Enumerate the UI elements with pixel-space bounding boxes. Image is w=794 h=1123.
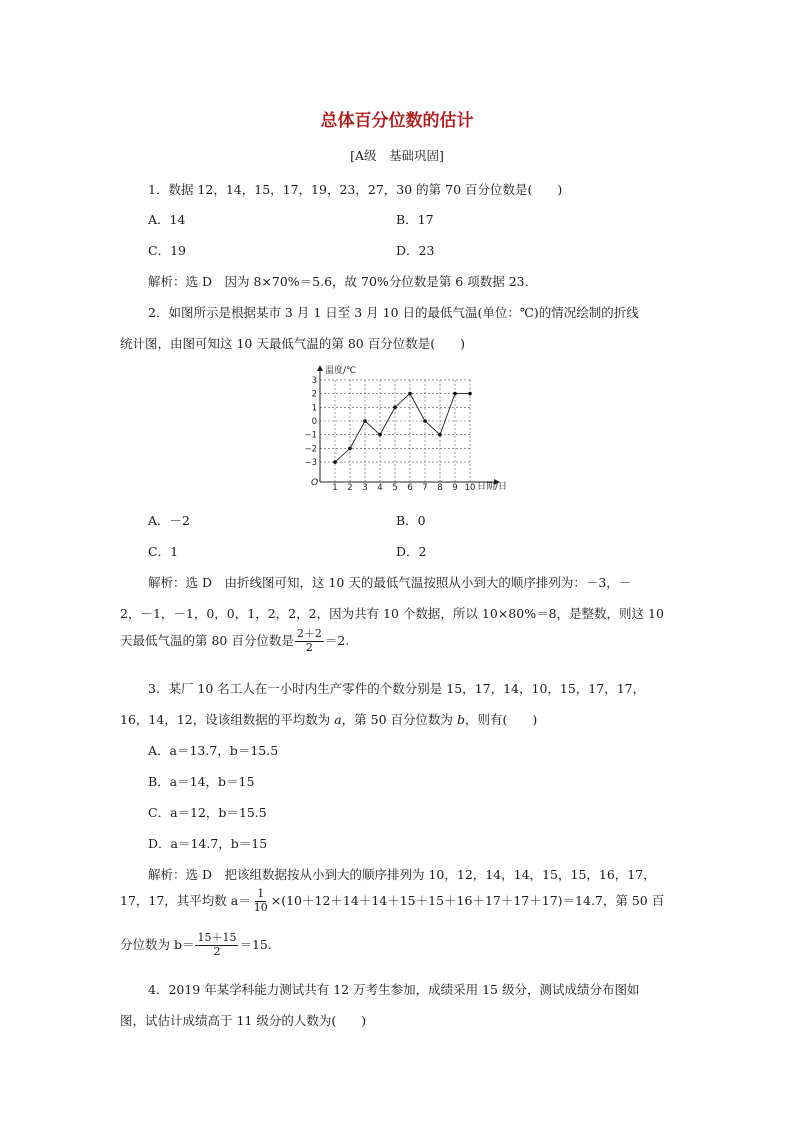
- q3-solution-line1: 解析：选 D 把该组数据按从小到大的顺序排列为 10，12，14，14，15，15，16，17，: [148, 867, 656, 882]
- y-tick-label: 3: [311, 375, 317, 386]
- q1-option-c: C．19: [148, 243, 186, 258]
- y-tick-label: 1: [311, 403, 317, 414]
- q3-solution-line2-text-b: ×(10＋12＋14＋14＋15＋15＋16＋17＋17＋17)＝14.7，第 50 百: [270, 893, 665, 908]
- data-point: [363, 419, 367, 423]
- q3-stem-text-a: 16，14，12，设该组数据的平均数为: [120, 712, 335, 727]
- q3-stem-text-b: ，第 50 百分位数为: [341, 712, 457, 727]
- x-tick-label: 4: [377, 483, 383, 493]
- q3-stem-line1: 3．某厂 10 名工人在一小时内生产零件的个数分别是 15，17，14，10，15，17，17，: [148, 681, 646, 696]
- page-title: 总体百分位数的估计: [320, 111, 474, 131]
- q2-option-c: C．1: [148, 544, 179, 559]
- temperature-line-chart: [300, 362, 530, 498]
- q2-option-b: B．0: [396, 513, 426, 528]
- q3-stem-text-c: ，则有( ): [465, 712, 538, 727]
- y-tick-label: −1: [304, 430, 317, 441]
- q3-solution-line3-result: ＝15.: [239, 937, 272, 952]
- q2-solution-line2: 2，－1，－1，0，0，1，2，2，2，因为共有 10 个数据，所以 10×80%＝8，是整数，则这 10: [120, 606, 664, 621]
- section-level: [A级 基础巩固]: [350, 148, 444, 163]
- q2-stem-line1: 2．如图所示是根据某市 3 月 1 日至 3 月 10 日的最低气温(单位：℃)的情况绘制的折线: [148, 305, 639, 320]
- x-tick-label: 7: [422, 483, 428, 493]
- q3-solution-line3: [120, 931, 272, 959]
- q1-option-a: A．14: [148, 212, 186, 227]
- q3-option-a: A．a＝13.7，b＝15.5: [148, 743, 279, 758]
- data-point: [423, 419, 427, 423]
- q3-fraction-mean-denominator: 10: [253, 901, 268, 914]
- q3-fraction-median: [195, 932, 238, 958]
- q3-fraction-mean: [252, 888, 270, 914]
- y-axis-arrow: [317, 365, 323, 371]
- q2-solution-line3-text: 天最低气温的第 80 百分位数是: [120, 633, 294, 648]
- x-tick-label: 2: [347, 483, 353, 493]
- series-line: [335, 394, 470, 463]
- data-point: [408, 392, 412, 396]
- x-tick-label: 9: [452, 483, 458, 493]
- y-tick-label: 0: [311, 417, 317, 427]
- q2-fraction: [295, 628, 324, 654]
- q3-option-c: C．a＝12，b＝15.5: [148, 805, 267, 820]
- q3-stem-line2: [120, 710, 537, 728]
- x-tick-label: 10: [464, 483, 476, 493]
- q2-solution-line3: [120, 628, 349, 655]
- q3-fraction-median-denominator: 2: [213, 945, 221, 958]
- q2-fraction-denominator: 2: [305, 641, 313, 654]
- q3-option-b: B．a＝14，b＝15: [148, 774, 255, 789]
- y-axis-label: 温度/℃: [325, 366, 357, 376]
- q3-solution-line3-text-a: 分位数为 b＝: [120, 937, 195, 952]
- q2-option-a: A．－2: [148, 513, 190, 528]
- x-tick-label: 1: [332, 483, 338, 493]
- q3-var-a: a: [334, 712, 342, 727]
- data-point: [333, 460, 337, 464]
- data-point: [348, 447, 352, 451]
- x-tick-label: 5: [392, 483, 398, 493]
- x-axis-label: 日期/日: [477, 482, 508, 492]
- q1-option-d: D．23: [396, 243, 435, 258]
- q2-solution-line1: 解析：选 D 由折线图可知，这 10 天的最低气温按照从小到大的顺序排列为：－3，－: [148, 575, 632, 590]
- q2-option-d: D．2: [396, 544, 427, 559]
- q2-stem-line2: 统计图，由图可知这 10 天最低气温的第 80 百分位数是( ): [120, 336, 465, 351]
- q1-solution: 解析：选 D 因为 8×70%＝5.6，故 70%分位数是第 6 项数据 23.: [148, 274, 529, 289]
- q1-option-b: B．17: [396, 212, 434, 227]
- origin-label: O: [311, 478, 319, 488]
- x-tick-label: 8: [437, 483, 443, 493]
- q3-var-b: b: [456, 712, 465, 727]
- data-point: [378, 433, 382, 437]
- data-point: [438, 433, 442, 437]
- q2-fraction-numerator: 2＋2: [296, 627, 322, 641]
- q3-option-d: D．a＝14.7，b＝15: [148, 836, 268, 851]
- q4-stem-line1: 4．2019 年某学科能力测试共有 12 万考生参加，成绩采用 15 级分，测试成绩分布图如: [148, 982, 640, 997]
- q3-solution-line2-text-a: 17，17，其平均数 a＝: [120, 893, 251, 908]
- data-point: [468, 392, 472, 396]
- y-tick-label: −2: [304, 444, 317, 455]
- x-tick-label: 6: [407, 483, 413, 493]
- q4-stem-line2: 图，试估计成绩高于 11 级分的人数为( ): [120, 1013, 367, 1028]
- q3-fraction-mean-numerator: 1: [257, 887, 265, 901]
- data-point: [453, 392, 457, 396]
- y-tick-label: −3: [304, 458, 317, 469]
- data-point: [393, 406, 397, 410]
- x-tick-label: 3: [362, 483, 368, 493]
- q3-fraction-median-numerator: 15＋15: [197, 931, 237, 945]
- y-tick-label: 2: [311, 389, 317, 400]
- q1-stem: 1．数据 12，14，15，17，19，23，27，30 的第 70 百分位数是( ): [148, 182, 563, 197]
- q2-solution-line3-result: ＝2.: [324, 633, 350, 648]
- q3-solution-line2: [120, 886, 664, 916]
